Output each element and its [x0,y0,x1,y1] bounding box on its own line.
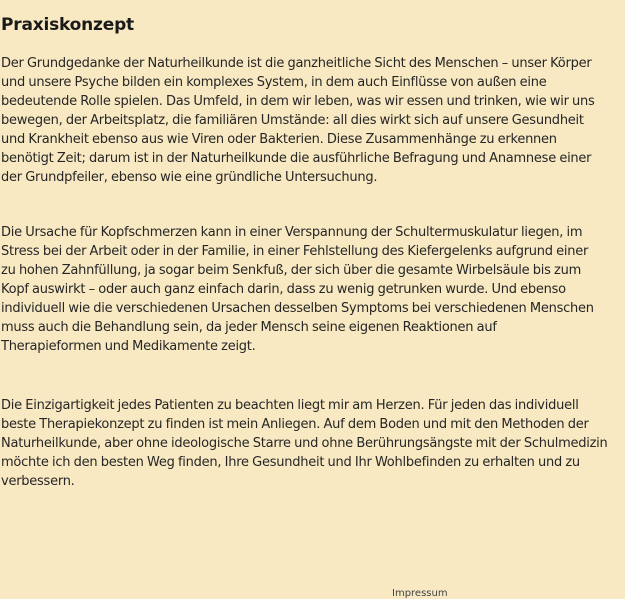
impressum-link[interactable]: Impressum [392,588,448,599]
paragraph-headache-causes: Die Ursache für Kopfschmerzen kann in einer Verspannung der Schultermuskulatur liegen, im Stress bei der Arbeit oder in der Familie, in einer Fehlstellung des Kiefergelenks aufgrund einer zu hohen Zahnfüllung, ja sogar beim Senkfuß, der sich über die gesamte Wirbelsäule bis zum Kopf auswirkt – oder auch ganz einfach darin, dass zu wenig getrunken wurde. Und ebenso individuell wie die verschiedenen Ursachen desselben Symptoms bei verschiedenen Menschen muss auch die Behandlung sein, da jeder Mensch seine eigenen Reaktionen auf Therapieformen und Medikamente zeigt. [1,225,594,354]
page-title: Praxiskonzept [1,15,134,35]
paragraph-holistic-view: Der Grundgedanke der Naturheilkunde ist die ganzheitliche Sicht des Menschen – unser Körper und unsere Psyche bilden ein komplexes System, in dem auch Einflüsse von außen eine bedeutende Rolle spielen. Das Umfeld, in dem wir leben, was wir essen und trinken, wie wir uns bewegen, der Arbeitsplatz, die familiären Umstände: all dies wirkt sich auf unsere Gesundheit und Krankheit ebenso aus wie Viren oder Bakterien. Diese Zusammenhänge zu erkennen benötigt Zeit; darum ist in der Naturheilkunde die ausführliche Befragung und Anamnese einer der Grundpfeiler, ebenso wie eine gründliche Untersuchung. [1,56,595,185]
paragraph-individual-patient: Die Einzigartigkeit jedes Patienten zu beachten liegt mir am Herzen. Für jeden das individuell beste Therapiekonzept zu finden ist mein Anliegen. Auf dem Boden und mit den Methoden der Naturheilkunde, aber ohne ideologische Starre und ohne Berührungsängste mit der Schulmedizin möchte ich den besten Weg finden, Ihre Gesundheit und Ihr Wohlbefinden zu erhalten und zu verbessern. [1,398,608,489]
